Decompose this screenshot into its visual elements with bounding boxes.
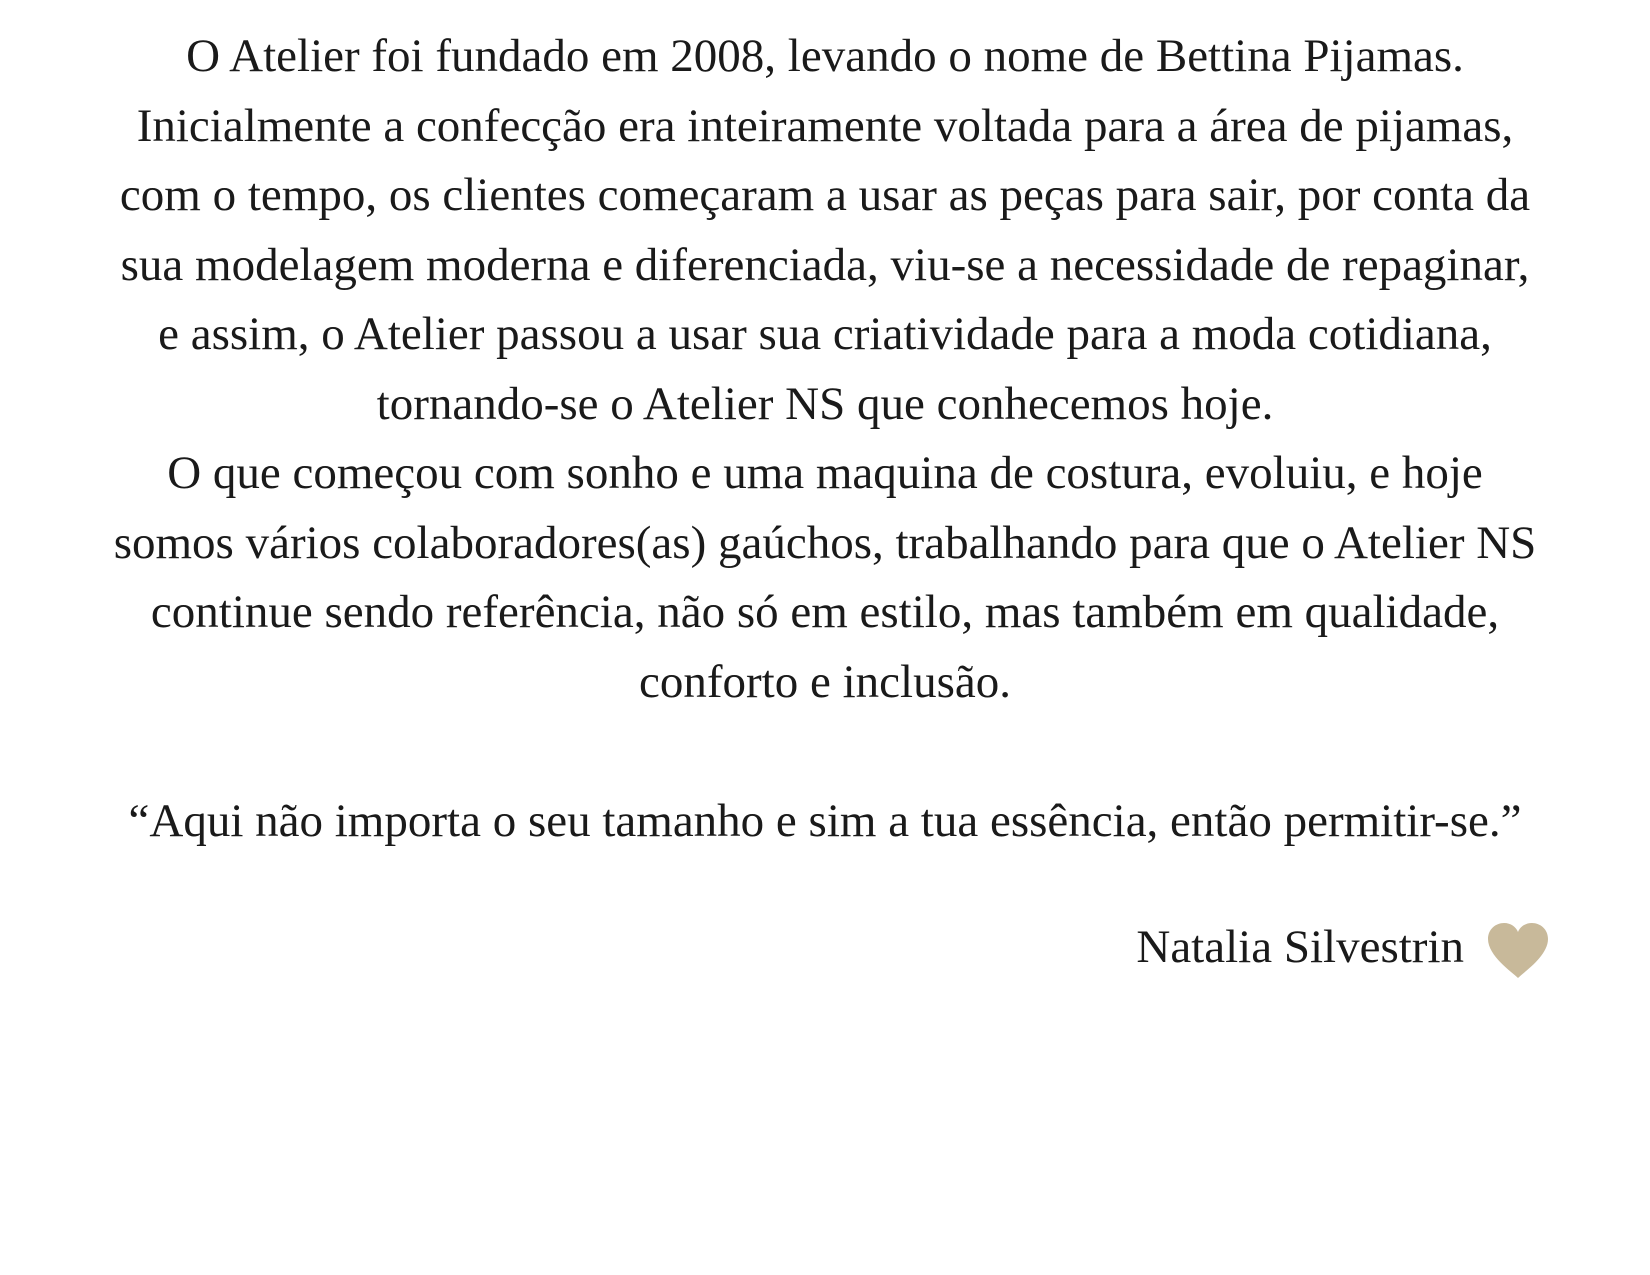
text-line: conforto e inclusão.	[639, 655, 1011, 708]
paragraph-team	[30, 439, 1620, 717]
signature-name: Natalia Silvestrin	[1136, 921, 1464, 973]
paragraph-history	[30, 22, 1620, 439]
text-line: com o tempo, os clientes começaram a usar as peças para sair, por conta da	[119, 169, 1531, 221]
text-line: tornando-se o Atelier NS que conhecemos hoje.	[376, 377, 1274, 430]
story-text	[30, 22, 1620, 856]
text-line: O Atelier foi fundado em 2008, levando o nome de Bettina Pijamas.	[186, 30, 1464, 82]
heart-icon	[1486, 922, 1550, 980]
text-line: O que começou com sonho e uma maquina de costura, evoluiu, e hoje	[167, 447, 1483, 499]
signature	[1136, 914, 1550, 980]
quote: “Aqui não importa o seu tamanho e sim a tua essência, então permitir-se.”	[128, 794, 1522, 847]
text-line: e assim, o Atelier passou a usar sua criatividade para a moda cotidiana,	[158, 308, 1492, 360]
text-line: Inicialmente a confecção era inteiramente voltada para a área de pijamas,	[136, 99, 1514, 152]
blank-line	[30, 717, 1620, 787]
text-line: somos vários colaboradores(as) gaúchos, trabalhando para que o Atelier NS	[113, 516, 1537, 569]
text-line: continue sendo referência, não só em estilo, mas também em qualidade,	[150, 586, 1500, 638]
text-line: sua modelagem moderna e diferenciada, viu-se a necessidade de repaginar,	[120, 238, 1530, 291]
